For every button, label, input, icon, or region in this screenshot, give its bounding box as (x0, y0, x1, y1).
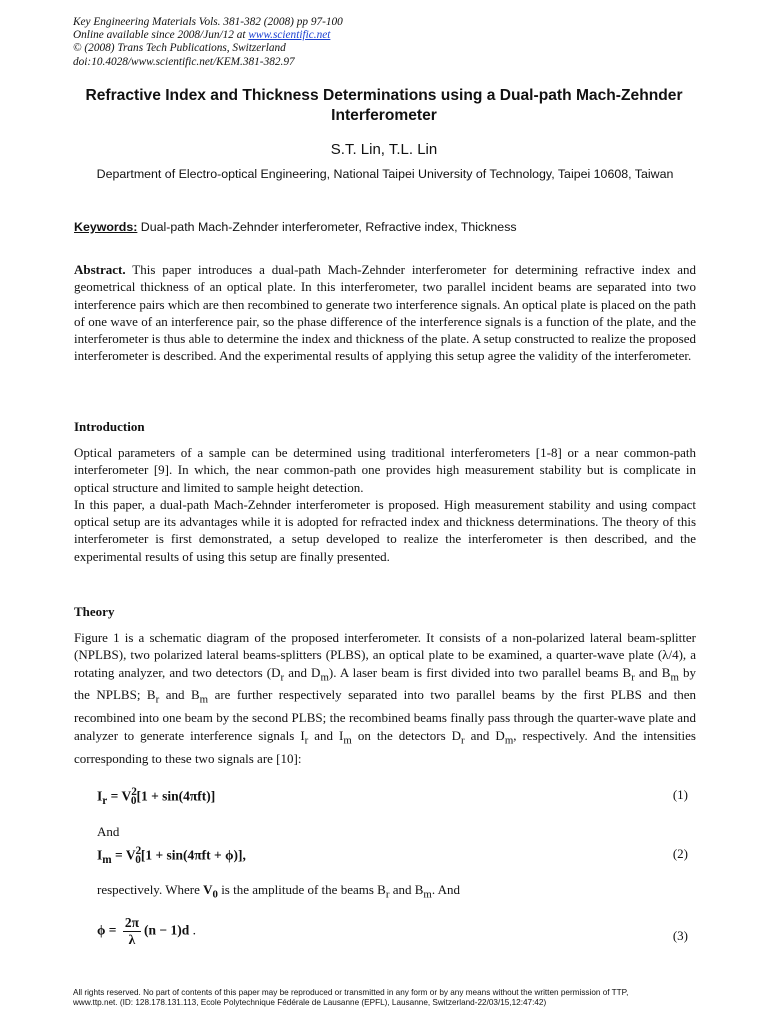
paper-title: Refractive Index and Thickness Determinations using a Dual-path Mach-Zehnder Interferometer (85, 87, 683, 124)
equation-3-number: (3) (672, 928, 688, 943)
introduction-paragraph-1: Optical parameters of a sample can be determined using traditional interferometers [1-8] or a near common-path interferometer [9]. In which, the near common-path one provides high measurement stability but is complicate in optical structure and limited to sample height detection. (74, 445, 696, 495)
online-availability: Online available since 2008/Jun/12 at www.scientific.net (73, 29, 331, 42)
equation-3: ϕ = $\frac{2\pi}{\lambda}$ (n − 1)d . (97, 915, 196, 947)
copyright-footer (73, 988, 695, 1008)
authors: S.T. Lin, T.L. Lin (330, 141, 438, 158)
introduction-heading: Introduction (74, 419, 145, 434)
equation-1: $I_r = V^2_0[1 + \sin(4\pi ft)]$ (97, 786, 216, 808)
abstract-text: This paper introduces a dual-path Mach-Zehnder interferometer for determining refractive index and geometrical thickness of an optical plate. In this interferometer, two parallel incident beams are separated into two interference pairs which are then recombined to generate two interference signals. An optical plate is placed on the path of one wave of an interference pair, so the phase difference of the interference signals is a function of the plate, and the interferometer is thus able to determine the index and thickness of the plate. A setup constructed to realize the proposed interferometer is described. And the experimental results of applying this setup agree the validity of the interferometer. (74, 262, 696, 364)
equation-2-number: (2) (672, 846, 688, 861)
equation-2: $I_m = V^2_0[1 + \sin(4\pi ft + \phi)]$, (97, 845, 246, 867)
abstract-label: Abstract. (74, 262, 126, 277)
equation-description: respectively. Where $V_0$ is the amplitude of the beams $B_r$ and $B_m$. And (97, 882, 460, 901)
theory-heading: Theory (74, 604, 115, 619)
introduction-paragraph-2: In this paper, a dual-path Mach-Zehnder interferometer is proposed. High measurement stability and using compact optical setup are its advantages while it is adopted for refracted index and thickness determinations. The theory of this interferometer is first demonstrated, a setup developed to realize the interferometer is then described, and the experimental results of using this setup are finally presented. (74, 496, 696, 564)
introduction-body (74, 444, 696, 565)
keywords-label: Keywords: (74, 220, 138, 234)
journal-header (73, 16, 693, 69)
fraction: $\frac{2\pi}{\lambda}$ (124, 915, 140, 947)
copyright-line: © (2008) Trans Tech Publications, Switzerland (73, 42, 286, 55)
keywords-text: Dual-path Mach-Zehnder interferometer, Refractive index, Thickness (137, 220, 517, 234)
keywords (74, 220, 696, 234)
theory-paragraph: Figure 1 is a schematic diagram of the proposed interferometer. It consists of a non-polarized lateral beam-splitter (NPLBS), two polarized lateral beams-splitters (PLBS), an optical plate to be examined, a quarter-wave plate (λ/4), a rotating analyzer, and two detectors ($D_r$ and $D_m$). A laser beam is first divided into two parallel beams $B_r$ and $B_m$ by the NPLBS; $B_r$ and $B_m$ are further respectively separated into two parallel beams by the first PLBS and then recombined into one beam by the second PLBS; the recombined beams finally pass through the quarter-wave plate and analyzer to generate interference signals $I_r$ and $I_m$ on the detectors $D_r$ and $D_m$, respectively. And the intensities corresponding to these two signals are [10]: (74, 630, 696, 766)
affiliation: Department of Electro-optical Engineering, National Taipei University of Technology, Taipei 10608, Taiwan (96, 167, 674, 181)
equation-1-number: (1) (672, 787, 688, 802)
publisher-link[interactable]: www.scientific.net (248, 29, 331, 42)
footer-line-1: All rights reserved. No part of contents of this paper may be reproduced or transmitted in any form or by any means without the written permission of TTP, (73, 988, 629, 997)
abstract (74, 261, 696, 365)
footer-line-2: www.ttp.net. (ID: 128.178.131.113, Ecole Polytechnique Fédérale de Lausanne (EPFL), Lausanne, Switzerland-22/03/15,12:47:42) (73, 998, 547, 1007)
journal-citation: Key Engineering Materials Vols. 381-382 (2008) pp 97-100 (73, 16, 343, 28)
and-text: And (97, 824, 120, 839)
doi-line: doi:10.4028/www.scientific.net/KEM.381-382.97 (73, 55, 295, 68)
